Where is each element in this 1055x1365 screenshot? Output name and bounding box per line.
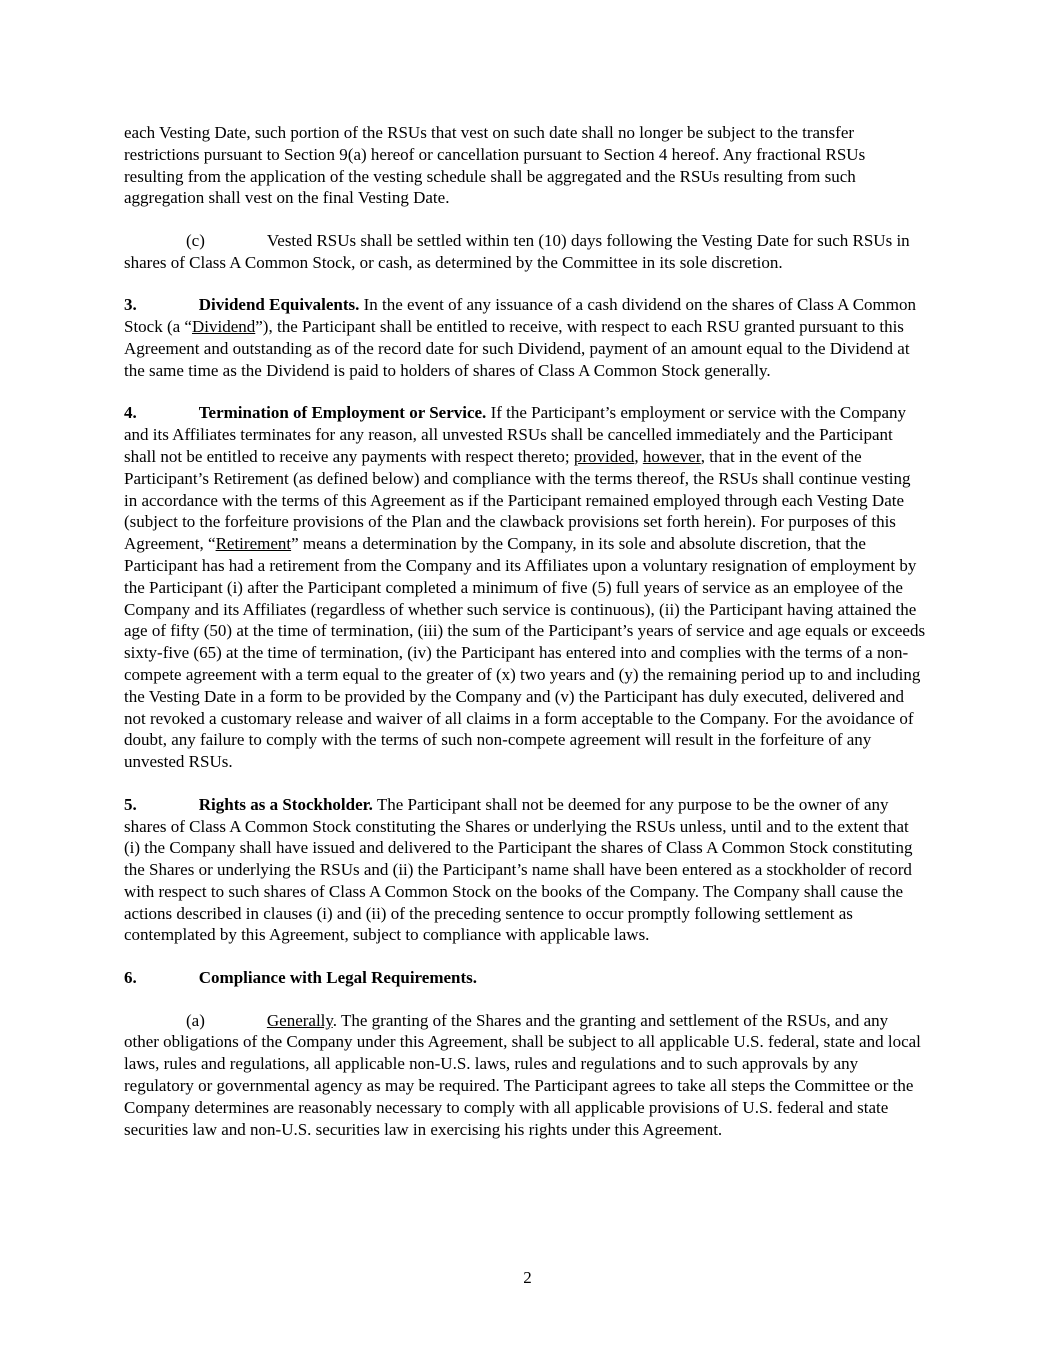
defined-term-dividend: Dividend	[191, 317, 256, 337]
section-text: If the Participant’s employment or service with the Company and its Affiliates terminates for any reason, all unvested RSUs shall be cancelled immediately and the Participant shall not be entitled to receive any payments with respect thereto;	[124, 403, 907, 466]
section-text: ” means a determination by the Company, in its sole and absolute discretion, that the Participant has had a retirement from the Company and its Affiliates upon a voluntary resignation of employment by the Participant (i) after the Participant completed a minimum of five (5) full years of service as an employee of the Company and its Affiliates (regardless of whether such service is continuous), (ii) the Participant having attained the age of fifty (50) at the time of termination, (iii) the sum of the Participant’s years of service and age equals or exceeds sixty-five (65) at the time of termination, (iv) the Participant has entered into and complies with the terms of a non-compete agreement with a term equal to the greater of (x) two years and (y) the remaining period up to and including the Vesting Date in a form to be provided by the Company and (v) the Participant has duly executed, delivered and not revoked a customary release and waiver of all claims in a form acceptable to the Company. For the avoidance of doubt, any failure to comply with the terms of such non-compete agreement will result in the forfeiture of any unvested RSUs.	[124, 534, 926, 772]
section-number: 6.	[124, 968, 137, 988]
clause-text: . The granting of the Shares and the granting and settlement of the RSUs, and any other obligations of the Company under this Agreement, shall be subject to all applicable U.S. federal, state and local laws, rules and regulations, all applicable non-U.S. laws, rules and regulations and to such approvals by any regulatory or governmental agency as may be required. The Participant agrees to take all steps the Committee or the Company determines are reasonably necessary to comply with all applicable provisions of U.S. federal and state securities law and non-U.S. securities law in exercising his rights under this Agreement.	[124, 1010, 921, 1139]
term-generally: Generally	[266, 1010, 333, 1030]
paragraph-2c	[124, 230, 926, 274]
clause-label: (c)	[186, 230, 205, 250]
section-heading: Dividend Equivalents.	[198, 295, 360, 315]
term-however: however	[642, 446, 701, 466]
section-4-termination	[124, 402, 926, 773]
section-3-dividend-equivalents	[124, 294, 926, 381]
clause-label: (a)	[186, 1010, 205, 1030]
section-text: , that in the event of the Participant’s Retirement (as defined below) and compliance with the terms thereof, the RSUs shall continue vesting in accordance with the terms of this Agreement as if the Participant remained employed through each Vesting Date (subject to the forfeiture provisions of the Plan and the clawback provisions set forth herein). For purposes of this Agreement, “	[124, 446, 911, 554]
paragraph-continuation: each Vesting Date, such portion of the RSUs that vest on such date shall no longer be subject to the transfer restrictions pursuant to Section 9(a) hereof or cancellation pursuant to Section 4 hereof. Any fractional RSUs resulting from the application of the vesting schedule shall be aggregated and the RSUs resulting from such aggregation shall vest on the final Vesting Date.	[124, 123, 866, 208]
section-heading: Termination of Employment or Service.	[198, 403, 487, 423]
page-number: 2	[523, 1268, 532, 1287]
section-number: 5.	[124, 794, 137, 814]
term-provided: provided	[573, 446, 635, 466]
section-text: ”), the Participant shall be entitled to receive, with respect to each RSU granted pursuant to this Agreement and outstanding as of the record date for such Dividend, payment of an amount equal to the Dividend at the same time as the Dividend is paid to holders of shares of Class A Common Stock generally.	[124, 317, 910, 380]
section-number: 4.	[124, 403, 137, 423]
section-text: In the event of any issuance of a cash dividend on the shares of Class A Common Stock (a “	[124, 295, 916, 337]
defined-term-retirement: Retirement	[215, 534, 292, 554]
section-heading: Compliance with Legal Requirements.	[198, 968, 478, 988]
clause-text: Vested RSUs shall be settled within ten (10) days following the Vesting Date for such RSUs in shares of Class A Common Stock, or cash, as determined by the Committee in its sole discretion.	[124, 230, 910, 272]
section-heading: Rights as a Stockholder.	[198, 794, 373, 814]
document-page	[124, 122, 926, 1161]
section-number: 3.	[124, 295, 137, 315]
section-6-heading	[124, 967, 926, 989]
section-5-rights-stockholder	[124, 794, 926, 947]
section-text: ,	[634, 446, 643, 466]
paragraph-6a	[124, 1010, 926, 1141]
section-text: The Participant shall not be deemed for any purpose to be the owner of any shares of Class A Common Stock constituting the Shares or underlying the RSUs unless, until and to the extent that (i) the Company shall have issued and delivered to the Participant the shares of Class A Common Stock constituting the Shares or underlying the RSUs and (ii) the Participant’s name shall have been entered as a stockholder of record with respect to such shares of Class A Common Stock on the books of the Company. The Company shall cause the actions described in clauses (i) and (ii) of the preceding sentence to occur promptly following settlement as contemplated by this Agreement, subject to compliance with applicable laws.	[124, 794, 913, 945]
